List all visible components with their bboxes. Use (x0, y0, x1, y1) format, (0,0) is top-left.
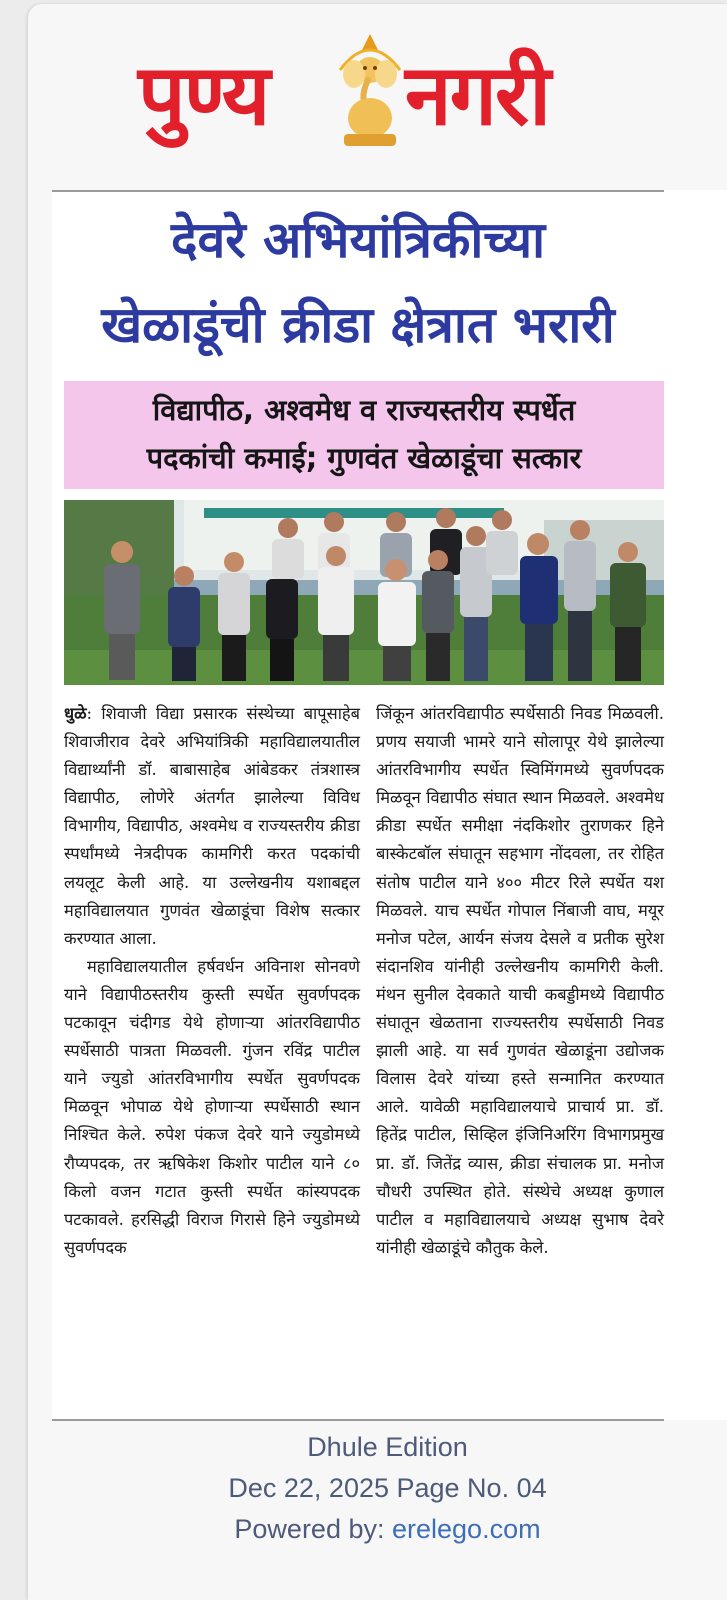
masthead-title-right: नगरी (405, 46, 550, 144)
article-paragraph: महाविद्यालयातील हर्षवर्धन अविनाश सोनवणे याने विद्यापीठस्तरीय कुस्ती स्पर्धेत सुवर्णपदक पटकावून चंदीगड येथे होणाऱ्या आंतरविद्यापीठ स्पर्धेसाठी पात्रता मिळवली. गुंजन रविंद्र पाटील याने ज्युडो आंतरविभागीय स्पर्धेत सुवर्णपदक मिळवून भोपाळ येथे होणाऱ्या स्पर्धेसाठी स्थान निश्चित केले. रुपेश पंकज देवरे याने ज्युडोमध्ये रौप्यपदक, तर ऋषिकेश किशोर पाटील याने ८० किलो वजन गटात कुस्ती स्पर्धेत कांस्यपदक पटकावले. हरसिद्धी विराज गिरासे हिने ज्युडोमध्ये सुवर्णपदक (64, 956, 360, 1257)
article-paragraph: धुळे: शिवाजी विद्या प्रसारक संस्थेच्या बापूसाहेब शिवाजीराव देवरे अभियांत्रिकी महाविद्यालयातील विद्यार्थ्यांनी डॉ. बाबासाहेब आंबेडकर तंत्रशास्त्र विद्यापीठ, लोणेरे अंतर्गत झालेल्या विविध विभागीय, विद्यापीठ, अश्वमेध व राज्यस्तरीय क्रीडा स्पर्धांमध्ये नेत्रदीपक कामगिरी करत पदकांची लयलूट केली आहे. या उल्लेखनीय यशाबद्दल महाविद्यालयात गुणवंत खेळाडूंचा विशेष सत्कार करण्यात आला. (64, 704, 360, 948)
ganesha-logo-icon (328, 30, 412, 150)
top-rule (52, 190, 664, 192)
subheadline-line-1: विद्यापीठ, अश्वमेध व राज्यस्तरीय स्पर्धेत (152, 393, 576, 427)
dateline: धुळे (64, 704, 87, 723)
erelego-link[interactable]: erelego.com (392, 1514, 541, 1544)
powered-by (24, 1514, 727, 1545)
article-text: शिवाजी विद्या प्रसारक संस्थेच्या बापूसाहेब शिवाजीराव देवरे अभियांत्रिकी महाविद्यालयातील विद्यार्थ्यांनी डॉ. बाबासाहेब आंबेडकर तंत्रशास्त्र विद्यापीठ, लोणेरे अंतर्गत झालेल्या विविध विभागीय, विद्यापीठ, अश्वमेध व राज्यस्तरीय क्रीडा स्पर्धांमध्ये नेत्रदीपक कामगिरी करत पदकांची लयलूट केली आहे. या उल्लेखनीय यशाबद्दल महाविद्यालयात गुणवंत खेळाडूंचा विशेष सत्कार करण्यात आला. (64, 704, 360, 948)
article-column-left (64, 700, 360, 1405)
newspaper-masthead (100, 30, 640, 160)
edition-label: Dhule Edition (307, 1432, 468, 1462)
article-column-right (376, 700, 664, 1405)
team-group-photo (64, 500, 664, 685)
date-page-label: Dec 22, 2025 Page No. 04 (228, 1473, 547, 1503)
powered-by-prefix: Powered by: (234, 1514, 392, 1544)
subheadline-box (64, 381, 664, 489)
headline-line-2: खेळाडूंची क्रीडा क्षेत्रात भरारी (101, 296, 615, 354)
headline-line-1: देवरे अभियांत्रिकीच्या (170, 211, 546, 269)
masthead-title-left: पुण्य (138, 46, 269, 144)
article-paragraph: जिंकून आंतरविद्यापीठ स्पर्धेसाठी निवड मिळवली. प्रणय सयाजी भामरे याने सोलापूर येथे झालेल्या आंतरविभागीय स्पर्धेत स्विमिंगमध्ये सुवर्णपदक मिळवून विद्यापीठ संघात स्थान मिळवले. अश्वमेध क्रीडा स्पर्धेत समीक्षा नंदकिशोर तुराणकर हिने बास्केटबॉल संघातून सहभाग नोंदवला, तर रोहित संतोष पाटील याने ४०० मीटर रिले स्पर्धेत यश मिळवले. याच स्पर्धेत गोपाल निंबाजी वाघ, मयूर मनोज पटेल, आर्यन संजय देसले व प्रतीक सुरेश संदानशिव यांनीही उल्लेखनीय कामगिरी केली. मंथन सुनील देवकाते याची कबड्डीमध्ये विद्यापीठ संघातून खेळताना राज्यस्तरीय स्पर्धेसाठी निवड झाली आहे. या सर्व गुणवंत खेळाडूंना उद्योजक विलास देवरे यांच्या हस्ते सन्मानित करण्यात आले. यावेळी महाविद्यालयाचे प्राचार्य प्रा. डॉ. हितेंद्र पाटील, सिव्हिल इंजिनिअरिंग विभागप्रमुख प्रा. डॉ. जितेंद्र व्यास, क्रीडा संचालक प्रा. मनोज चौधरी उपस्थित होते. संस्थेचे अध्यक्ष कुणाल पाटील व महाविद्यालयाचे अध्यक्ष सुभाष देवरे यांनीही खेळाडूंचे कौतुक केले. (376, 704, 664, 1257)
bottom-rule (52, 1419, 664, 1421)
subheadline-line-2: पदकांची कमाई; गुणवंत खेळाडूंचा सत्कार (146, 441, 582, 475)
